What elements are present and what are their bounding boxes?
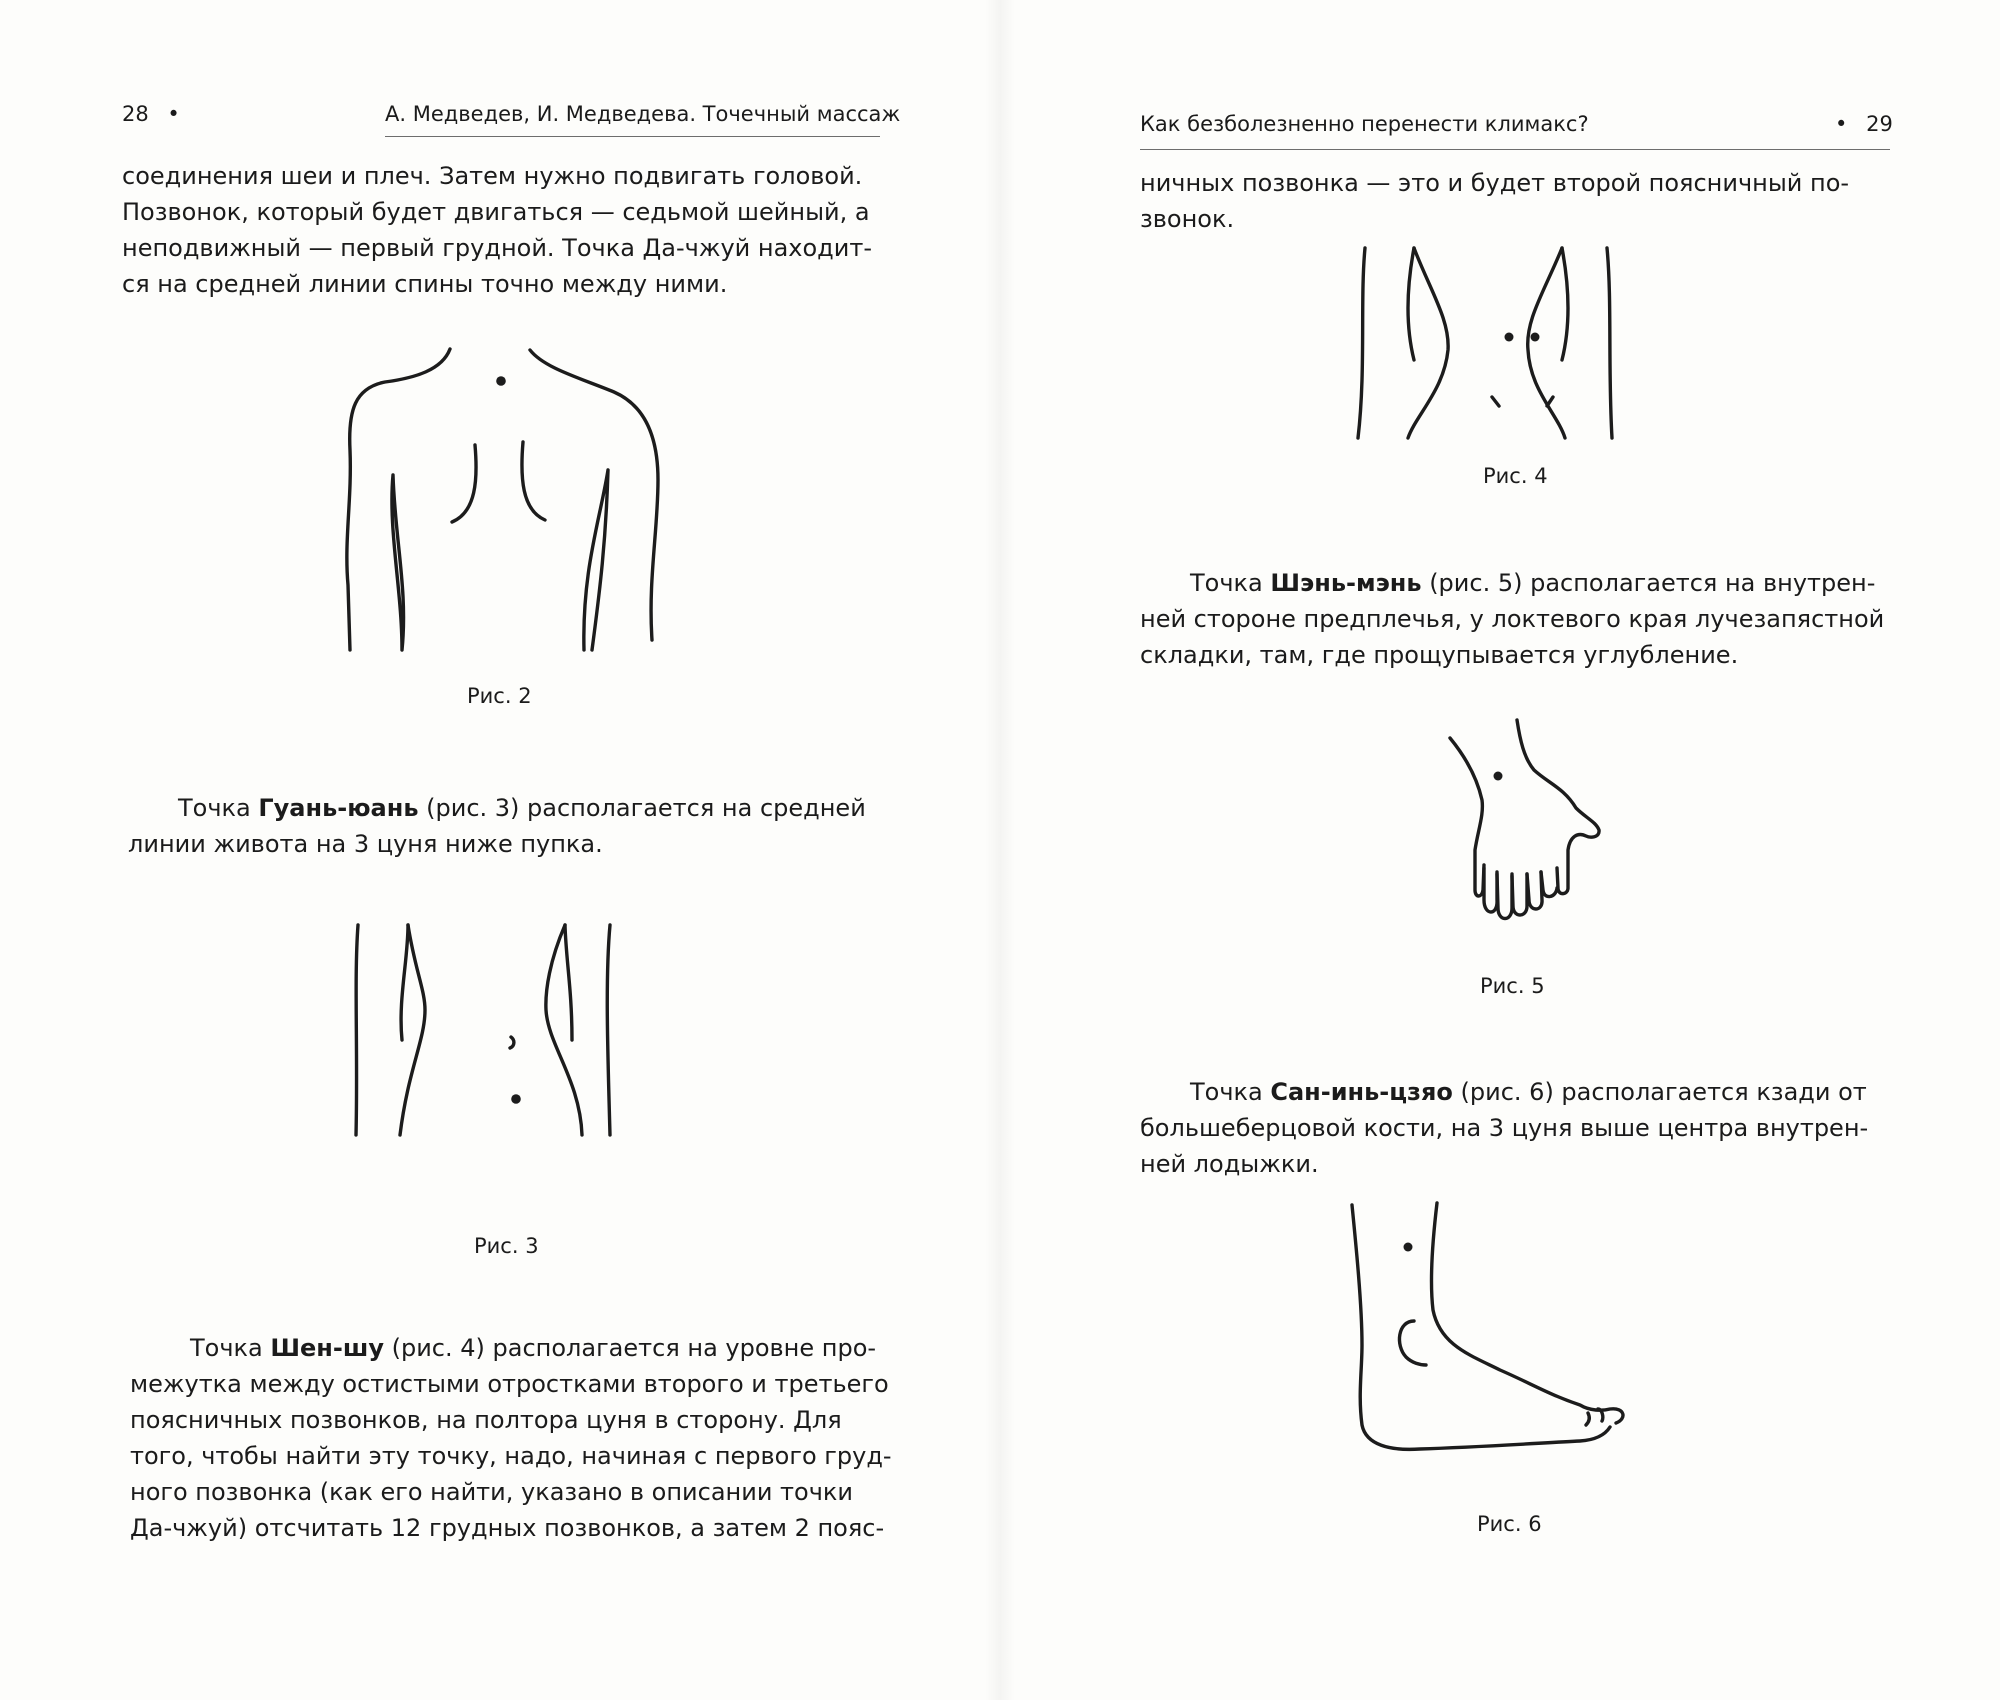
shen-men-paragraph [1140,565,1900,673]
figure-caption: Рис. 6 [1477,1512,1542,1536]
text-line: ничных позвонка — это и будет второй поясничный по- [1140,169,1850,197]
text-line: Позвонок, который будет двигаться — седьмой шейный, а [122,198,870,226]
header-bullet: • [1835,112,1848,136]
upper-back-illustration [330,340,690,660]
point-rest: (рис. 3) располагается на средней [418,794,866,822]
point-lead: Точка [1190,1078,1271,1106]
point-name: Шэнь-мэнь [1270,569,1422,597]
text-line: Да-чжуй) отсчитать 12 грудных позвонков, а затем 2 пояс- [130,1514,885,1542]
point-rest: (рис. 5) располагается на внутрен- [1421,569,1876,597]
point-rest: (рис. 6) располагается кзади от [1452,1078,1867,1106]
right-header [1835,110,1893,138]
running-title: Как безболезненно перенести климакс? [1140,112,1589,136]
continuation-paragraph [1140,165,1900,237]
text-line: соединения шеи и плеч. Затем нужно подвигать головой. [122,162,863,190]
point-rest: (рис. 4) располагается на уровне про- [383,1334,877,1362]
text-line: линии живота на 3 цуня ниже пупка. [128,830,603,858]
running-title: А. Медведев, И. Медведева. Точечный массаж [385,102,901,126]
figure-caption: Рис. 2 [467,684,532,708]
text-line: того, чтобы найти эту точку, надо, начиная с первого груд- [130,1442,892,1470]
text-line: межутка между остистыми отростками второго и третьего [130,1370,889,1398]
text-line: ней лодыжки. [1140,1150,1319,1178]
shen-shu-paragraph [130,1330,910,1546]
text-line: поясничных позвонков, на полтора цуня в сторону. Для [130,1406,842,1434]
left-header [122,100,180,128]
text-line [130,1330,910,1366]
header-rule [385,136,880,137]
text-line: неподвижный — первый грудной. Точка Да-чжуй находит- [122,234,872,262]
guan-yuan-paragraph [128,790,898,862]
hand-illustration [1440,700,1620,960]
point-name: Шен-шу [270,1334,384,1362]
page-number: 28 [122,102,149,126]
point-lead: Точка [178,794,259,822]
text-line: складки, там, где прощупывается углубление. [1140,641,1739,669]
text-line [128,790,898,826]
header-rule [1140,149,1890,150]
intro-paragraph [122,158,902,302]
text-line: ного позвонка (как его найти, указано в описании точки [130,1478,853,1506]
figure-caption: Рис. 5 [1480,974,1545,998]
text-line: ся на средней линии спины точно между ними. [122,270,728,298]
san-yin-jiao-paragraph [1140,1074,1900,1182]
text-line [1140,1074,1900,1110]
header-bullet: • [167,102,180,126]
lower-back-illustration [1340,240,1680,450]
point-lead: Точка [190,1334,271,1362]
figure-caption: Рис. 4 [1483,464,1548,488]
right-page [1000,0,2000,1700]
text-line: ней стороне предплечья, у локтевого края лучезапястной [1140,605,1885,633]
point-lead: Точка [1190,569,1271,597]
figure-caption: Рис. 3 [474,1234,539,1258]
point-name: Гуань-юань [258,794,419,822]
foot-illustration [1340,1195,1670,1455]
text-line: большеберцовой кости, на 3 цуня выше центра внутрен- [1140,1114,1869,1142]
abdomen-illustration [340,920,680,1140]
text-line: звонок. [1140,205,1235,233]
page-number: 29 [1866,112,1893,136]
text-line [1140,565,1900,601]
point-name: Сан-инь-цзяо [1270,1078,1453,1106]
